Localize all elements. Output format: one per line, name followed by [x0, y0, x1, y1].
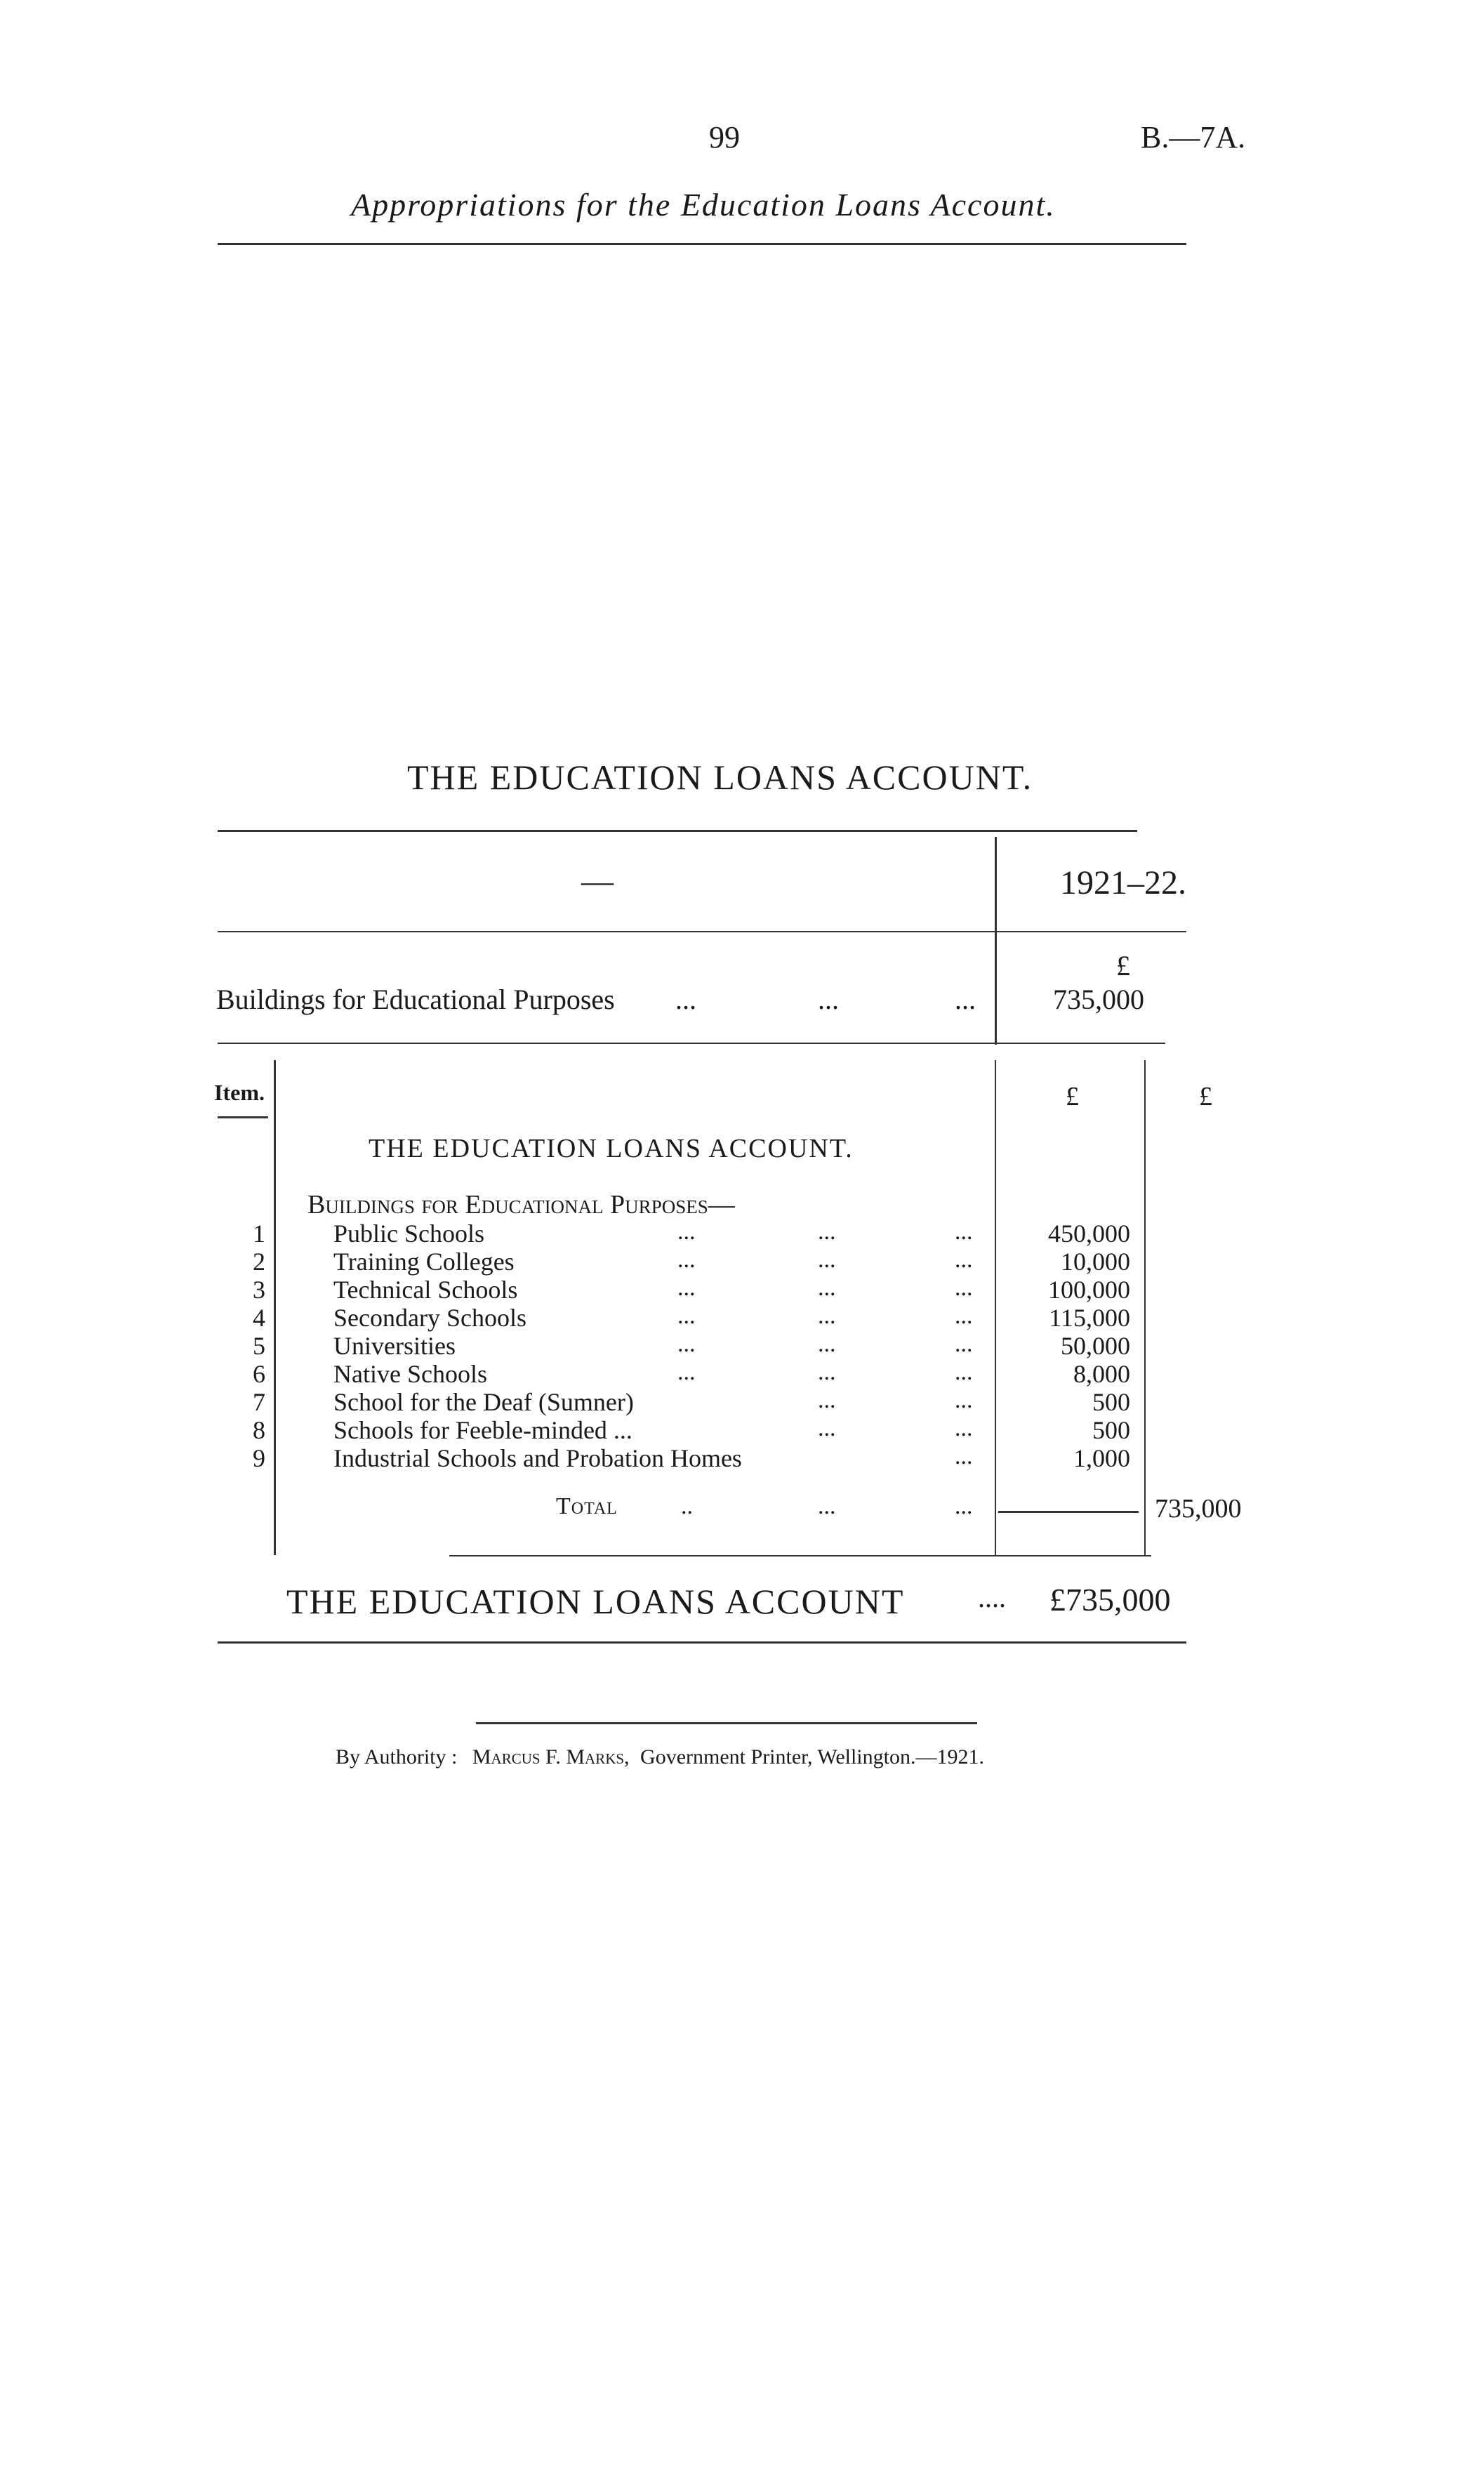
header-rule	[218, 243, 1186, 245]
item-label: Training Colleges	[333, 1248, 515, 1276]
item-leader-dots: ...	[955, 1443, 973, 1469]
item-leader-dots: ...	[677, 1219, 696, 1245]
item-amount: 10,000	[1061, 1248, 1130, 1276]
summary-header-dash: —	[581, 863, 614, 899]
summary-column-divider	[995, 837, 997, 1045]
footer-printer-name: Marcus F. Marks,	[472, 1745, 630, 1769]
item-number: 8	[253, 1416, 265, 1444]
footer-imprint	[336, 1745, 984, 1769]
item-leader-dots: ...	[955, 1387, 973, 1413]
item-amount: 100,000	[1048, 1276, 1130, 1304]
item-leader-dots: ...	[955, 1303, 973, 1329]
detail-currency-right: £	[1199, 1082, 1212, 1111]
item-leader-dots: ...	[677, 1275, 696, 1301]
amount-column-right-divider	[1144, 1060, 1146, 1555]
item-leader-dots: ...	[818, 1303, 836, 1329]
footer-suffix: Government Printer, Wellington.—1921.	[640, 1745, 984, 1769]
item-amount: 500	[1092, 1416, 1130, 1444]
item-label: School for the Deaf (Sumner)	[333, 1388, 634, 1416]
total-rule	[998, 1511, 1139, 1513]
item-label: Native Schools	[333, 1360, 487, 1388]
item-leader-dots: ...	[818, 1415, 836, 1441]
item-column-header: Item.	[214, 1080, 265, 1105]
item-leader-dots: ...	[818, 1219, 836, 1245]
item-number: 4	[253, 1304, 265, 1332]
summary-bottom-rule	[218, 1043, 1165, 1044]
item-number: 5	[253, 1332, 265, 1360]
item-label: Universities	[333, 1332, 456, 1360]
item-leader-dots: ...	[677, 1303, 696, 1329]
grand-total-rule	[218, 1641, 1186, 1644]
detail-category-heading: Buildings for Educational Purposes—	[307, 1190, 735, 1219]
item-amount: 8,000	[1073, 1360, 1130, 1388]
amount-column-left-divider	[995, 1060, 996, 1555]
summary-top-rule	[218, 830, 1137, 832]
item-leader-dots: ...	[955, 1247, 973, 1273]
detail-currency-left: £	[1066, 1082, 1079, 1111]
item-number: 2	[253, 1248, 265, 1276]
footer-rule	[476, 1722, 977, 1724]
summary-year: 1921–22.	[1060, 864, 1186, 901]
item-leader-dots: ...	[818, 1359, 836, 1385]
item-leader-dots: ...	[955, 1359, 973, 1385]
total-label: Total	[556, 1493, 618, 1519]
item-amount: 115,000	[1049, 1304, 1130, 1332]
item-label: Secondary Schools	[333, 1304, 526, 1332]
running-title: Appropriations for the Education Loans Account.	[351, 187, 1056, 223]
summary-row-label: Buildings for Educational Purposes	[216, 984, 615, 1015]
document-reference: B.—7A.	[1141, 120, 1246, 154]
item-leader-dots: ...	[955, 1275, 973, 1301]
footer-prefix: By Authority :	[336, 1745, 458, 1769]
item-amount: 500	[1092, 1388, 1130, 1416]
item-leader-dots: ...	[955, 1331, 973, 1357]
item-label: Schools for Feeble-minded ...	[333, 1416, 632, 1444]
detail-section-title: THE EDUCATION LOANS ACCOUNT.	[369, 1134, 854, 1163]
grand-total-dots: ....	[978, 1582, 1006, 1613]
detail-bottom-rule	[449, 1555, 1151, 1556]
total-value: 735,000	[1155, 1494, 1242, 1523]
item-amount: 1,000	[1073, 1444, 1130, 1472]
item-number: 6	[253, 1360, 265, 1388]
item-number: 3	[253, 1276, 265, 1304]
item-amount: 450,000	[1048, 1219, 1130, 1248]
summary-row-dots-2: ...	[818, 984, 839, 1015]
grand-total-value: £735,000	[1049, 1582, 1171, 1618]
summary-row-value: 735,000	[1053, 984, 1144, 1015]
item-header-rule	[218, 1116, 268, 1118]
item-leader-dots: ...	[818, 1275, 836, 1301]
item-leader-dots: ...	[818, 1331, 836, 1357]
summary-row-dots-3: ...	[955, 984, 976, 1015]
total-dots-2: ...	[818, 1493, 836, 1519]
item-number: 7	[253, 1388, 265, 1416]
item-leader-dots: ...	[818, 1247, 836, 1273]
item-leader-dots: ...	[677, 1331, 696, 1357]
item-column-divider	[274, 1060, 276, 1555]
item-leader-dots: ...	[677, 1247, 696, 1273]
item-label: Technical Schools	[333, 1276, 518, 1304]
total-dots-1: ..	[681, 1493, 693, 1519]
item-leader-dots: ...	[955, 1219, 973, 1245]
summary-row-dots-1: ...	[675, 984, 696, 1015]
item-label: Public Schools	[333, 1219, 485, 1248]
page-number: 99	[709, 120, 740, 154]
item-label: Industrial Schools and Probation Homes	[333, 1444, 742, 1472]
summary-header-rule	[218, 931, 1186, 932]
item-number: 1	[253, 1219, 265, 1248]
item-leader-dots: ...	[818, 1387, 836, 1413]
grand-total-label: THE EDUCATION LOANS ACCOUNT	[286, 1582, 905, 1621]
total-dots-3: ...	[955, 1493, 973, 1519]
summary-currency: £	[1116, 950, 1130, 981]
summary-title: THE EDUCATION LOANS ACCOUNT.	[407, 758, 1033, 797]
item-leader-dots: ...	[955, 1415, 973, 1441]
item-number: 9	[253, 1444, 265, 1472]
item-amount: 50,000	[1061, 1332, 1130, 1360]
item-leader-dots: ...	[677, 1359, 696, 1385]
